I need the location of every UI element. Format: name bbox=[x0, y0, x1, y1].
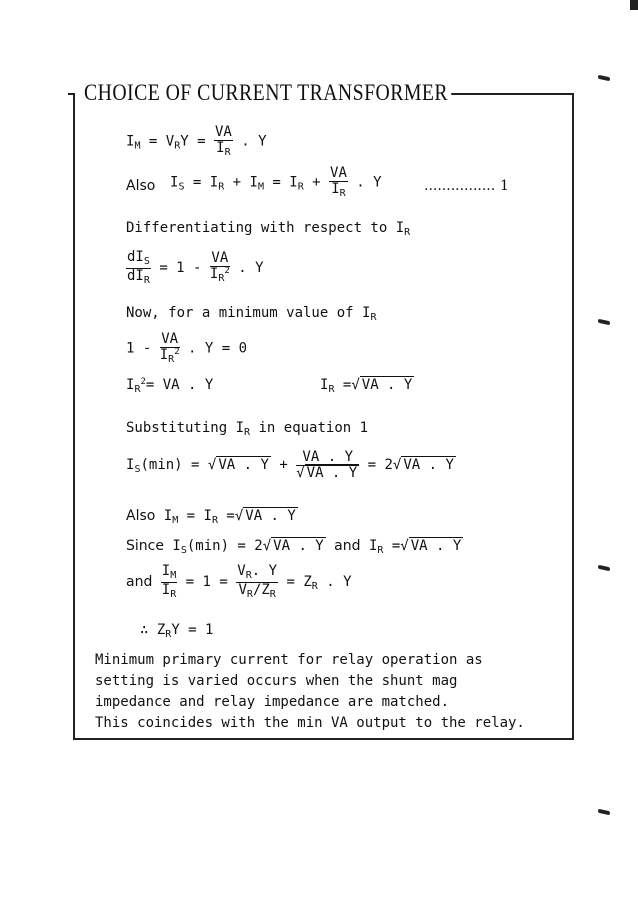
equation-since: Since $I_S(\min) = 2√$ VA . Y and $I_R$ =√ VA . Y bbox=[126, 538, 462, 556]
margin-mark-3 bbox=[598, 565, 610, 572]
equation-result: ∴ $Z_RY = 1$ bbox=[140, 622, 214, 640]
equation-is-min: $I_S(\min)$ = √ VA . Y + $\frac{VA . Y}{√ VA . Y}$ = 2√ VA . Y bbox=[126, 449, 454, 481]
margin-mark-1 bbox=[598, 75, 610, 82]
conclusion-line-3: impedance and relay impedance are matched. bbox=[95, 694, 450, 710]
equation-ir-squared: $I_R^2=$ VA . Y bbox=[126, 377, 214, 395]
substituting-line: Substituting $I_R$ in equation 1 bbox=[126, 420, 369, 438]
conclusion-line-1: Minimum primary current for relay operation as bbox=[95, 652, 483, 668]
corner-mark bbox=[630, 0, 638, 10]
margin-mark-2 bbox=[598, 319, 610, 326]
equation-1: $I_S = I_R + I_M = I_R$ + $\frac{VA}{I_R}$ . Y bbox=[170, 165, 382, 199]
equation-im-ir: Also $I_M = I_R$ =√ VA . Y bbox=[126, 508, 296, 526]
conclusion-line-4: This coincides with the min VA output to the relay. bbox=[95, 715, 525, 731]
equation-ratio: and $\frac{I_M}{I_R}$ = 1 = $\frac{V_R. Y}{V_R/Z_R}$ = $Z_R$ . Y bbox=[126, 563, 352, 600]
minimum-line: Now, for a minimum value of $I_R$ bbox=[126, 305, 377, 323]
frame-corner bbox=[68, 93, 75, 95]
equation-zero: 1 - $\frac{VA}{I_R^2}$ . Y = 0 bbox=[126, 331, 248, 365]
equation-im: $I_M = V_RY$ = $\frac{VA}{I_R}$ . Y bbox=[126, 124, 267, 158]
equation-number: 1 bbox=[500, 178, 509, 194]
conclusion-paragraph bbox=[95, 650, 545, 734]
dots-leader: ................ bbox=[424, 178, 496, 194]
margin-mark-4 bbox=[598, 809, 610, 816]
differentiating-line: Differentiating with respect to $I_R$ bbox=[126, 220, 411, 238]
frame-top-rule bbox=[442, 93, 572, 95]
equation-ir: $I_R$ =√ VA . Y bbox=[320, 377, 413, 395]
also-label-1: Also bbox=[126, 178, 156, 194]
conclusion-line-2: setting is varied occurs when the shunt mag bbox=[95, 673, 458, 689]
equation-derivative: $\frac{dI_S}{dI_R}$ = 1 - $\frac{VA}{I_R^2}$ . Y bbox=[127, 249, 264, 286]
page-title: CHOICE OF CURRENT TRANSFORMER bbox=[84, 80, 451, 106]
